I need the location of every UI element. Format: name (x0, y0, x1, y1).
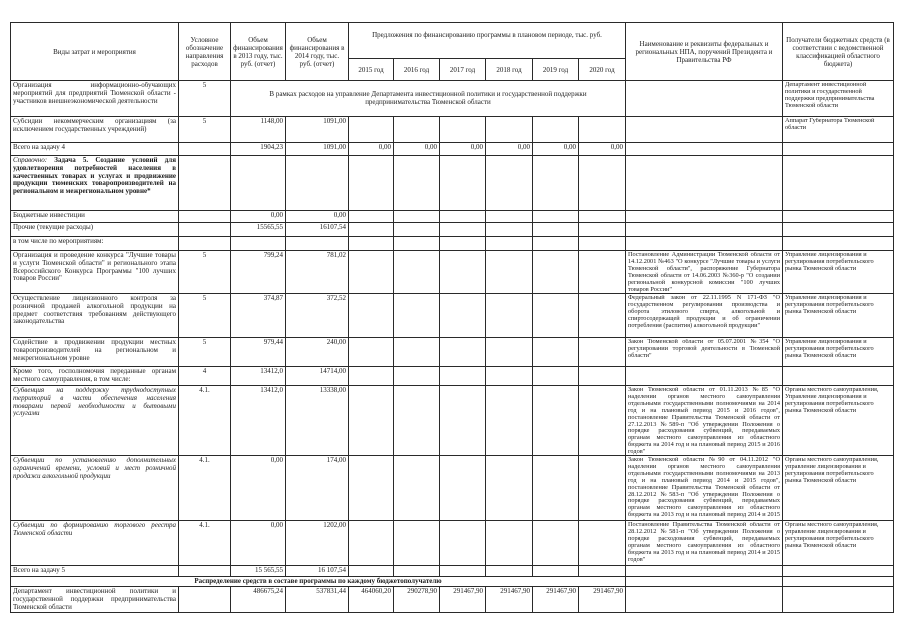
row-item-name: Бюджетные инвестиции (11, 211, 179, 223)
row-plan-2017: 291467,90 (440, 587, 486, 613)
row-plan-2018 (486, 117, 533, 143)
row-plan-2015 (349, 237, 394, 251)
row-npa (626, 237, 783, 251)
row-npa (626, 294, 783, 338)
row-plan-2019: 291467,90 (533, 587, 579, 613)
row-item-name-text: Субвенции по формированию торгового реестра Тюменской области (13, 522, 176, 537)
row-npa (626, 367, 783, 386)
row-plan-2019 (533, 338, 579, 367)
row-item-name (11, 156, 179, 211)
row-item-name (11, 367, 179, 386)
row-item-name (11, 81, 179, 117)
row-funding-2013: 15 565,55 (231, 566, 286, 577)
row-funding-2014: 1202,00 (286, 521, 349, 566)
row-plan-2015: 464060,20 (349, 587, 394, 613)
row-npa (626, 587, 783, 613)
row-npa (626, 211, 783, 223)
row-plan-2016 (394, 521, 440, 566)
row-direction-code (179, 587, 231, 613)
row-funding-2014: 0,00 (286, 211, 349, 223)
row-plan-2017 (440, 211, 486, 223)
row-plan-2016 (394, 456, 440, 521)
row-plan-2018: 291467,90 (486, 587, 533, 613)
row-funding-2013: 0,00 (231, 521, 286, 566)
header-year-2018: 2018 год (486, 59, 533, 81)
row-npa-text: Федеральный закон от 22.11.1995 N 171-ФЗ "О государственном регулировании производства и оборота этилового спирта, алкогольной и спиртосодержащей продукции и об ограничении потребления (распития) алкогольной продукции" (628, 295, 780, 329)
row-funding-2014: 14714,00 (286, 367, 349, 386)
row-plan-2018 (486, 211, 533, 223)
row-item-name (11, 456, 179, 521)
row-funding-2013: 15565,55 (231, 223, 286, 237)
row-plan-2019 (533, 521, 579, 566)
row-plan-2017 (440, 251, 486, 294)
row-plan-2015 (349, 566, 394, 577)
row-funding-2014: 1091,00 (286, 143, 349, 156)
row-plan-2019 (533, 566, 579, 577)
table-row (11, 251, 894, 294)
row-plan-2015 (349, 117, 394, 143)
row-funding-2014: 240,00 (286, 338, 349, 367)
header-proposals: Предложения по финансированию программы в плановом периоде, тыс. руб. (349, 23, 626, 59)
header-year-2019: 2019 год (533, 59, 579, 81)
row-item-name: Прочие (текущие расходы) (11, 223, 179, 237)
row-recipient (783, 367, 894, 386)
row-npa (626, 223, 783, 237)
row-direction-code (179, 566, 231, 577)
row-funding-2014: 16107,54 (286, 223, 349, 237)
row-npa (626, 143, 783, 156)
task-title: Задача 5. Создание условий для удовлетворения потребностей населения в качественных товарах и услугах и продвижение продукции тюменских товаропроизводителей на региональном и межрегиональном уровне* (13, 157, 176, 196)
row-plan-2019 (533, 223, 579, 237)
header-year-2017: 2017 год (440, 59, 486, 81)
row-plan-2016 (394, 223, 440, 237)
row-funding-2014: 781,02 (286, 251, 349, 294)
row-plan-2017 (440, 367, 486, 386)
row-plan-2020 (579, 237, 626, 251)
row-plan-2015 (349, 156, 394, 211)
row-funding-2013: 0,00 (231, 456, 286, 521)
row-funding-2013: 1148,00 (231, 117, 286, 143)
row-npa (626, 81, 783, 117)
header-direction-code: Условное обозначение направления расходов (179, 23, 231, 81)
row-item-name-text: Субвенции по установлению дополнительных ограничений времени, условий и мест розничной продажи алкогольной продукции (13, 457, 176, 480)
table-row (11, 294, 894, 338)
row-funding-2014: 1091,00 (286, 117, 349, 143)
table-row (11, 456, 894, 521)
row-plan-2018 (486, 386, 533, 456)
row-npa (626, 521, 783, 566)
row-plan-2016 (394, 386, 440, 456)
row-plan-2017: 0,00 (440, 143, 486, 156)
row-plan-2017 (440, 521, 486, 566)
row-recipient (783, 456, 894, 521)
row-item-name: Всего на задачу 5 (11, 566, 179, 577)
row-plan-2019 (533, 386, 579, 456)
row-item-name-text: Организация информационно-обучающих мероприятий для предприятий Тюменской области - участников внешнеэкономической деятельности (13, 82, 176, 105)
row-direction-code (179, 156, 231, 211)
row-plan-2018 (486, 237, 533, 251)
row-funding-2013: 374,87 (231, 294, 286, 338)
row-item-name: Всего на задачу 4 (11, 143, 179, 156)
header-funding-2014: Объем финансирования в 2014 году, тыс. руб. (отчет) (286, 23, 349, 81)
row-plan-2016 (394, 338, 440, 367)
row-recipient (783, 223, 894, 237)
row-plan-2016 (394, 251, 440, 294)
row-direction-code: 4.1. (179, 521, 231, 566)
row-recipient (783, 211, 894, 223)
reference-label: Справочно: (13, 157, 48, 164)
row-recipient (783, 81, 894, 117)
row-plan-2020 (579, 566, 626, 577)
row-plan-2019 (533, 367, 579, 386)
row-plan-2017 (440, 386, 486, 456)
row-npa-text: Постановление Администрации Тюменской области от 14.12.2001 №463 "О конкурсе "Лучшие товары и услуги Тюменской области", распоряжение Губернатора Тюменской области от 14.06.2003 №360-р "О создании региональной конкурсной комиссии "100 лучших товаров России" (628, 252, 780, 293)
row-funding-2014 (286, 156, 349, 211)
row-item-name (11, 117, 179, 143)
row-plan-2015 (349, 367, 394, 386)
row-plan-2016: 290278,90 (394, 587, 440, 613)
row-npa-text: Закон Тюменской области №90 от 04.11.2012 "О наделении органов местного самоуправления отдельными государственными полномочиями на 2013 год и на плановый период 2014 и 2015 годов", постановление Правительства Тюменской области от 28.12.2012 №583-п "Об утверждении Положения о порядке расходования субвенций, передаваемых органам местного самоуправления из областного бюджета на 2013 год и на плановый период 2014 и 2015 (628, 457, 780, 519)
row-plan-2018 (486, 456, 533, 521)
row-funding-note: В рамках расходов на управление Департамента инвестиционной политики и государственной поддержки предпринимательства Тюменской области (231, 81, 626, 117)
row-item-name-text: Департамент инвестиционной политики и государственной поддержки предпринимательства Тюменской области (13, 588, 176, 611)
row-item-name (11, 251, 179, 294)
row-plan-2018 (486, 367, 533, 386)
row-plan-2020 (579, 294, 626, 338)
row-npa (626, 117, 783, 143)
row-plan-2016 (394, 156, 440, 211)
row-plan-2015 (349, 251, 394, 294)
row-recipient (783, 386, 894, 456)
table-row (11, 211, 894, 223)
row-plan-2019 (533, 294, 579, 338)
row-npa (626, 156, 783, 211)
row-recipient-text: Управление лицензирования и регулирования потребительского рынка Тюменской области (785, 295, 874, 315)
header-year-2020: 2020 год (579, 59, 626, 81)
row-recipient (783, 577, 894, 587)
row-plan-2017 (440, 456, 486, 521)
table-row (11, 81, 894, 117)
row-direction-code: 5 (179, 338, 231, 367)
row-direction-code (179, 211, 231, 223)
row-recipient-text: Управление лицензирования и регулирования потребительского рынка Тюменской области (785, 252, 874, 272)
row-funding-2013: 0,00 (231, 211, 286, 223)
table-row (11, 156, 894, 211)
header-funding-2013: Объем финансирования в 2013 году, тыс. руб. (отчет) (231, 23, 286, 81)
section-heading: Распределение средств в составе программы по каждому бюджетополучателю (11, 577, 626, 587)
table-row (11, 117, 894, 143)
row-npa (626, 386, 783, 456)
row-direction-code: 5 (179, 251, 231, 294)
table-row (11, 338, 894, 367)
row-recipient (783, 338, 894, 367)
row-plan-2015 (349, 338, 394, 367)
row-plan-2020 (579, 211, 626, 223)
row-plan-2017 (440, 338, 486, 367)
row-plan-2020 (579, 338, 626, 367)
table-row (11, 587, 894, 613)
row-funding-2014: 537831,44 (286, 587, 349, 613)
row-item-name: в том числе по мероприятиям: (11, 237, 179, 251)
row-plan-2016 (394, 237, 440, 251)
row-plan-2016: 0,00 (394, 143, 440, 156)
row-plan-2019 (533, 156, 579, 211)
row-plan-2016 (394, 294, 440, 338)
row-recipient (783, 566, 894, 577)
row-funding-2014 (286, 237, 349, 251)
row-plan-2017 (440, 237, 486, 251)
row-recipient-text: Органы местного самоуправления, управление лицензирования и регулирования потребительского рынка Тюменской области (785, 457, 879, 484)
row-recipient-text: Управление лицензирования и регулирования потребительского рынка Тюменской области (785, 339, 874, 359)
header-year-2015: 2015 год (349, 59, 394, 81)
row-item-name-text: Субвенция на поддержку труднодоступных территорий в части обеспечения населения товарами первой необходимости и бытовыми услугами (13, 387, 176, 418)
row-plan-2019 (533, 237, 579, 251)
row-npa-text: Закон Тюменской области от 05.07.2001 №354 "О регулировании торговой деятельности в Тюменской области" (628, 339, 780, 359)
budget-table (10, 22, 894, 613)
header-npa: Наименование и реквизиты федеральных и региональных НПА, поручений Президента и Правительства РФ (626, 23, 783, 81)
row-direction-code: 5 (179, 117, 231, 143)
table-row (11, 521, 894, 566)
row-direction-code: 4 (179, 367, 231, 386)
row-funding-2014: 13338,00 (286, 386, 349, 456)
row-item-name-text: Субсидии некоммерческим организациям (за исключением государственных учреждений) (13, 118, 176, 133)
row-recipient (783, 143, 894, 156)
row-plan-2018 (486, 156, 533, 211)
row-npa-text: Закон Тюменской области от 01.11.2013 №85 "О наделении органов местного самоуправления отдельными государственными полномочиями на 2014 год и на плановый период 2015 и 2016 годов", постановление Правительства Тюменской области от 27.12.2013 №589-п "Об утверждении Положения о порядке расходования субвенций, передаваемых органам местного самоуправления из областного бюджета на 2014 год и на плановый период 2015 и 2016 годов" (628, 387, 780, 455)
row-recipient-text: Органы местного самоуправления, управление лицензирования и регулирования потребительского рынка Тюменской области (785, 522, 879, 549)
row-plan-2020: 0,00 (579, 143, 626, 156)
row-item-name (11, 294, 179, 338)
row-recipient (783, 521, 894, 566)
row-plan-2015 (349, 223, 394, 237)
row-plan-2018 (486, 521, 533, 566)
row-plan-2020: 291467,90 (579, 587, 626, 613)
row-recipient (783, 587, 894, 613)
row-npa (626, 577, 783, 587)
row-item-name (11, 521, 179, 566)
row-item-name (11, 587, 179, 613)
row-recipient (783, 156, 894, 211)
row-npa (626, 338, 783, 367)
row-plan-2015 (349, 386, 394, 456)
row-item-name-text: Содействие в продвижении продукции местных товаропроизводителей на региональном и межрегиональном уровне (13, 339, 176, 362)
row-funding-2013: 486675,24 (231, 587, 286, 613)
row-recipient (783, 251, 894, 294)
row-recipient (783, 117, 894, 143)
row-plan-2019 (533, 251, 579, 294)
row-plan-2016 (394, 566, 440, 577)
row-funding-2013: 13412,0 (231, 367, 286, 386)
row-funding-2014: 174,00 (286, 456, 349, 521)
row-direction-code: 5 (179, 294, 231, 338)
row-plan-2016 (394, 211, 440, 223)
row-funding-2013: 799,24 (231, 251, 286, 294)
row-plan-2017 (440, 294, 486, 338)
row-plan-2020 (579, 251, 626, 294)
row-plan-2016 (394, 117, 440, 143)
row-plan-2020 (579, 223, 626, 237)
row-funding-2013 (231, 156, 286, 211)
row-funding-2014: 372,52 (286, 294, 349, 338)
row-item-name-text: Организация и проведение конкурса "Лучшие товары и услуги Тюменской области" и регионального этапа Всероссийского Конкурса Программы "100 лучших товаров России" (13, 252, 176, 283)
row-funding-2013 (231, 237, 286, 251)
row-recipient-text: Органы местного самоуправления, Управление лицензирования и регулирования потребительского рынка Тюменской области (785, 387, 879, 414)
row-item-name-text: Осуществление лицензионного контроля за розничной продажей алкогольной продукции на предмет соответствия требованиям действующего законодательства (13, 295, 176, 326)
header-recipients: Получатели бюджетных средств (в соответствии с ведомственной классификацией областного бюджета) (783, 23, 894, 81)
row-plan-2015 (349, 294, 394, 338)
table-row (11, 237, 894, 251)
row-direction-code (179, 237, 231, 251)
row-plan-2018: 0,00 (486, 143, 533, 156)
row-plan-2020 (579, 521, 626, 566)
row-funding-2013: 1904,23 (231, 143, 286, 156)
row-plan-2018 (486, 566, 533, 577)
row-plan-2017 (440, 566, 486, 577)
row-plan-2017 (440, 117, 486, 143)
row-item-name-text: Кроме того, госполномочия переданные органам местного самоуправления, в том числе: (13, 368, 176, 383)
row-plan-2018 (486, 338, 533, 367)
row-plan-2015 (349, 211, 394, 223)
row-plan-2019 (533, 211, 579, 223)
row-direction-code (179, 143, 231, 156)
table-row (11, 577, 894, 587)
row-funding-2013: 13412,0 (231, 386, 286, 456)
row-direction-code: 5 (179, 81, 231, 117)
row-plan-2017 (440, 156, 486, 211)
row-plan-2020 (579, 456, 626, 521)
row-plan-2017 (440, 223, 486, 237)
row-plan-2020 (579, 117, 626, 143)
row-recipient (783, 237, 894, 251)
row-funding-2013: 979,44 (231, 338, 286, 367)
row-plan-2020 (579, 156, 626, 211)
row-plan-2019: 0,00 (533, 143, 579, 156)
table-row (11, 143, 894, 156)
header-items: Виды затрат и мероприятия (11, 23, 179, 81)
row-direction-code (179, 223, 231, 237)
row-plan-2019 (533, 117, 579, 143)
row-direction-code: 4.1. (179, 456, 231, 521)
row-npa (626, 456, 783, 521)
table-row (11, 223, 894, 237)
row-recipient (783, 294, 894, 338)
row-plan-2018 (486, 223, 533, 237)
row-plan-2018 (486, 251, 533, 294)
row-plan-2019 (533, 456, 579, 521)
table-row (11, 566, 894, 577)
row-plan-2015 (349, 456, 394, 521)
table-row (11, 367, 894, 386)
header-year-2016: 2016 год (394, 59, 440, 81)
row-funding-2014: 16 107,54 (286, 566, 349, 577)
row-npa-text: Постановление Правительства Тюменской области от 28.12.2012 №581-п "Об утверждении Положения о порядке расходования субвенций, передаваемых органам местного самоуправления из областного бюджета на 2013 год и на плановый период 2014 и 2015 годов" (628, 522, 780, 563)
row-item-name (11, 386, 179, 456)
row-npa (626, 566, 783, 577)
row-plan-2020 (579, 367, 626, 386)
row-plan-2015: 0,00 (349, 143, 394, 156)
row-plan-2016 (394, 367, 440, 386)
row-plan-2018 (486, 294, 533, 338)
row-npa (626, 251, 783, 294)
row-direction-code: 4.1. (179, 386, 231, 456)
table-row (11, 386, 894, 456)
row-plan-2020 (579, 386, 626, 456)
row-plan-2015 (349, 521, 394, 566)
row-recipient-text: Аппарат Губернатора Тюменской области (785, 118, 875, 131)
row-item-name (11, 338, 179, 367)
row-recipient-text: Департамент инвестиционной политики и государственной поддержки предпринимательства Тюменской области (785, 82, 875, 109)
